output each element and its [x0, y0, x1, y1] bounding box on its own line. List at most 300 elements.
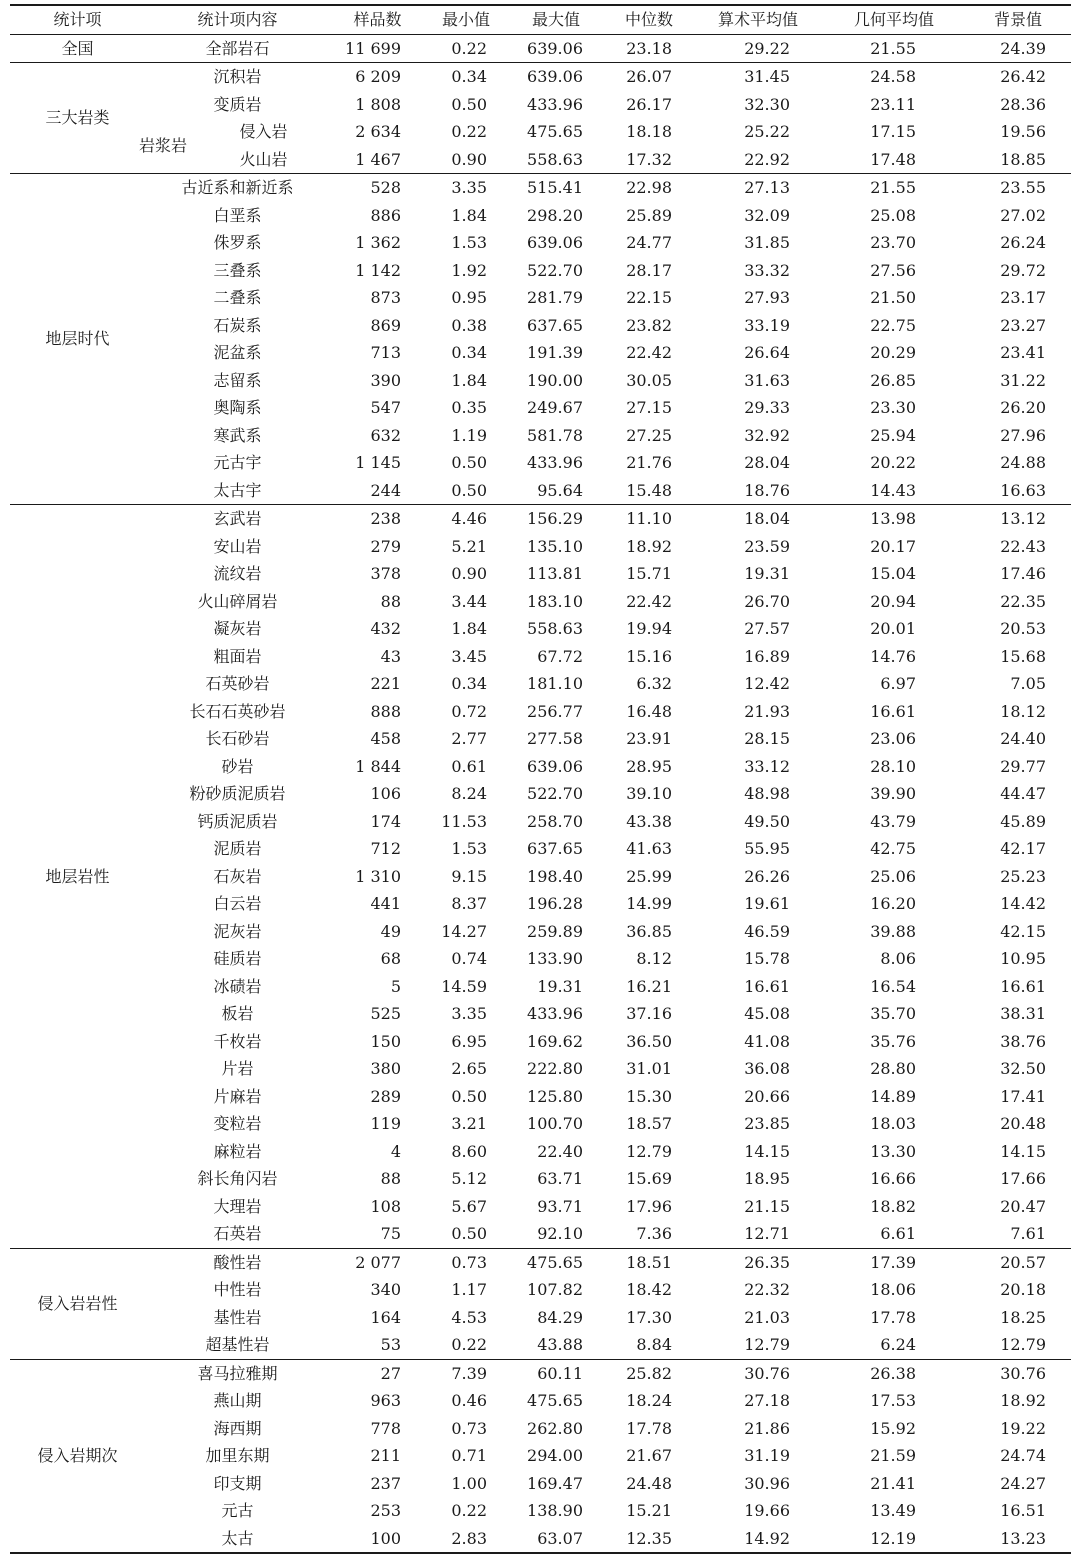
min-cell: 0.34: [451, 674, 487, 693]
background-cell: 23.41: [1000, 343, 1046, 362]
background-cell: 22.35: [1000, 591, 1046, 611]
background-cell: 20.18: [1000, 1280, 1046, 1299]
arithmetic-mean-cell: 23.85: [744, 1114, 790, 1133]
item-cell: 二叠系: [213, 288, 262, 307]
sample-count-cell: 43: [380, 646, 401, 666]
sample-count-cell: 238: [370, 509, 401, 528]
geometric-mean-cell: 17.39: [870, 1252, 916, 1272]
sample-count-cell: 88: [380, 1169, 401, 1188]
sample-count-cell: 441: [370, 894, 401, 913]
background-cell: 30.76: [1000, 1363, 1046, 1383]
median-cell: 23.91: [626, 729, 672, 748]
sample-count-cell: 75: [380, 1224, 401, 1243]
max-cell: 113.81: [527, 564, 583, 583]
min-cell: 0.34: [451, 343, 487, 362]
item-cell: 片岩: [221, 1059, 254, 1078]
geometric-mean-cell: 21.55: [870, 178, 916, 197]
item-cell: 海西期: [213, 1418, 262, 1438]
arithmetic-mean-cell: 21.03: [744, 1307, 790, 1327]
table-row: [10, 1138, 1071, 1166]
median-cell: 22.42: [626, 591, 672, 611]
table-row: [10, 1083, 1071, 1111]
max-cell: 222.80: [527, 1059, 583, 1078]
geometric-mean-cell: 39.90: [870, 784, 916, 803]
item-cell: 全部岩石: [205, 38, 270, 58]
sample-count-cell: 886: [370, 205, 401, 225]
sample-count-cell: 11 699: [345, 38, 401, 58]
item-cell: 白垩系: [213, 205, 262, 225]
item-cell: 麻粒岩: [213, 1141, 262, 1161]
min-cell: 0.22: [451, 1501, 487, 1520]
arithmetic-mean-cell: 12.42: [744, 674, 790, 693]
median-cell: 21.76: [626, 453, 672, 472]
sample-count-cell: 869: [370, 315, 401, 335]
header-category: 统计项: [53, 10, 102, 29]
sample-count-cell: 164: [370, 1307, 401, 1327]
median-cell: 7.36: [636, 1224, 672, 1243]
geometric-mean-cell: 14.43: [870, 480, 916, 500]
arithmetic-mean-cell: 55.95: [744, 839, 790, 858]
table-row: [10, 284, 1071, 312]
background-cell: 12.79: [1000, 1335, 1046, 1354]
arithmetic-mean-cell: 33.12: [744, 756, 790, 776]
arithmetic-mean-cell: 28.15: [744, 729, 790, 748]
sample-count-cell: 49: [380, 921, 401, 941]
geometric-mean-cell: 25.06: [870, 866, 916, 886]
table-row: [10, 670, 1071, 698]
background-cell: 29.77: [1000, 756, 1046, 776]
min-cell: 3.35: [451, 178, 487, 197]
max-cell: 558.63: [527, 149, 583, 169]
geometric-mean-cell: 35.70: [870, 1004, 916, 1023]
arithmetic-mean-cell: 18.76: [744, 480, 790, 500]
item-cell: 沉积岩: [213, 67, 262, 86]
table-row: [10, 422, 1071, 450]
arithmetic-mean-cell: 16.89: [744, 646, 790, 666]
item-cell: 元古: [221, 1501, 254, 1520]
sample-count-cell: 712: [370, 839, 401, 858]
header-background: 背景值: [993, 10, 1042, 29]
min-cell: 8.37: [451, 894, 487, 913]
arithmetic-mean-cell: 14.92: [744, 1528, 790, 1548]
table-row: [10, 367, 1071, 395]
table-row: [10, 698, 1071, 726]
median-cell: 15.21: [626, 1501, 672, 1520]
background-cell: 18.92: [1000, 1391, 1046, 1410]
sample-count-cell: 100: [370, 1528, 401, 1548]
geometric-mean-cell: 6.24: [880, 1335, 916, 1354]
table-row: [10, 505, 1071, 533]
background-cell: 14.42: [1000, 894, 1046, 913]
median-cell: 36.50: [626, 1031, 672, 1051]
geometric-mean-cell: 15.04: [870, 564, 916, 583]
table-group: [10, 34, 1071, 63]
sample-count-cell: 432: [370, 619, 401, 638]
table-row: [10, 1359, 1071, 1387]
max-cell: 522.70: [527, 784, 583, 803]
max-cell: 84.29: [537, 1307, 583, 1327]
sample-count-cell: 1 467: [355, 149, 401, 169]
item-cell: 奥陶系: [213, 398, 262, 417]
min-cell: 14.59: [441, 976, 487, 996]
table-row: [10, 1165, 1071, 1193]
median-cell: 22.15: [626, 288, 672, 307]
max-cell: 475.65: [527, 1252, 583, 1272]
max-cell: 262.80: [527, 1418, 583, 1438]
median-cell: 8.12: [636, 949, 672, 968]
min-cell: 0.22: [451, 38, 487, 58]
table-row: [10, 945, 1071, 973]
background-cell: 16.51: [1000, 1501, 1046, 1520]
max-cell: 138.90: [527, 1501, 583, 1520]
category-cell: 三大岩类: [45, 108, 110, 128]
item-cell: 泥灰岩: [213, 921, 262, 941]
geometric-mean-cell: 28.10: [870, 756, 916, 776]
geometric-mean-cell: 13.49: [870, 1501, 916, 1520]
header-sample-count: 样品数: [353, 10, 402, 29]
arithmetic-mean-cell: 46.59: [744, 921, 790, 941]
min-cell: 0.35: [451, 398, 487, 417]
background-cell: 44.47: [1000, 784, 1046, 803]
item-cell: 火山碎屑岩: [197, 591, 278, 611]
arithmetic-mean-cell: 28.04: [744, 453, 790, 472]
geometric-mean-cell: 43.79: [870, 811, 916, 831]
sample-count-cell: 27: [380, 1363, 401, 1383]
geometric-mean-cell: 13.98: [870, 509, 916, 528]
min-cell: 14.27: [441, 921, 487, 941]
median-cell: 25.99: [626, 866, 672, 886]
item-cell: 泥盆系: [213, 343, 262, 362]
table-row: [10, 643, 1071, 671]
table-row: [10, 1304, 1071, 1332]
median-cell: 23.82: [626, 315, 672, 335]
background-cell: 23.17: [1000, 288, 1046, 307]
min-cell: 1.84: [451, 205, 487, 225]
min-cell: 8.60: [451, 1141, 487, 1161]
geometric-mean-cell: 16.54: [870, 976, 916, 996]
geometric-mean-cell: 39.88: [870, 921, 916, 941]
max-cell: 67.72: [537, 646, 583, 666]
item-cell: 元古宇: [213, 453, 262, 472]
max-cell: 190.00: [527, 370, 583, 390]
min-cell: 3.35: [451, 1004, 487, 1023]
min-cell: 0.72: [451, 701, 487, 721]
item-cell: 板岩: [221, 1004, 254, 1023]
min-cell: 3.44: [451, 591, 487, 611]
item-label: 侵入岩: [239, 122, 288, 141]
geometric-mean-cell: 42.75: [870, 839, 916, 858]
background-cell: 18.12: [1000, 701, 1046, 721]
arithmetic-mean-cell: 31.45: [744, 67, 790, 86]
sample-count-cell: 873: [370, 288, 401, 307]
min-cell: 1.92: [451, 260, 487, 280]
sample-count-cell: 108: [370, 1196, 401, 1216]
sample-count-cell: 528: [370, 178, 401, 197]
geometric-mean-cell: 26.85: [870, 370, 916, 390]
category-cell: 全国: [61, 38, 94, 58]
geometric-mean-cell: 20.17: [870, 536, 916, 556]
arithmetic-mean-cell: 21.93: [744, 701, 790, 721]
max-cell: 63.71: [537, 1169, 583, 1188]
max-cell: 433.96: [527, 94, 583, 114]
geometric-mean-cell: 8.06: [880, 949, 916, 968]
header-max: 最大值: [531, 10, 580, 29]
max-cell: 433.96: [527, 453, 583, 472]
min-cell: 0.61: [451, 756, 487, 776]
median-cell: 25.89: [626, 205, 672, 225]
max-cell: 60.11: [537, 1363, 583, 1383]
background-cell: 16.61: [1000, 976, 1046, 996]
table-row: [10, 725, 1071, 753]
background-cell: 7.61: [1010, 1224, 1046, 1243]
category-cell: 侵入岩岩性: [37, 1293, 118, 1313]
sample-count-cell: 547: [370, 398, 401, 417]
sample-count-cell: 106: [370, 784, 401, 803]
background-cell: 23.55: [1000, 178, 1046, 197]
background-cell: 24.74: [1000, 1446, 1046, 1465]
max-cell: 259.89: [527, 921, 583, 941]
item-cell: 太古: [221, 1528, 254, 1548]
item-cell: 长石砂岩: [205, 729, 270, 748]
table-row: [10, 533, 1071, 561]
max-cell: 198.40: [527, 866, 583, 886]
geometric-mean-cell: 20.22: [870, 453, 916, 472]
arithmetic-mean-cell: 25.22: [744, 122, 790, 141]
geometric-mean-cell: 21.55: [870, 38, 916, 58]
item-cell: 中性岩: [213, 1280, 262, 1299]
median-cell: 18.24: [626, 1391, 672, 1410]
sample-count-cell: 289: [370, 1086, 401, 1106]
geometric-mean-cell: 16.61: [870, 701, 916, 721]
background-cell: 24.27: [1000, 1473, 1046, 1493]
background-cell: 13.12: [1000, 509, 1046, 528]
background-cell: 32.50: [1000, 1059, 1046, 1078]
median-cell: 12.79: [626, 1141, 672, 1161]
geometric-mean-cell: 12.19: [870, 1528, 916, 1548]
item-cell: 玄武岩: [213, 509, 262, 528]
table-row: [10, 174, 1071, 202]
background-cell: 26.20: [1000, 398, 1046, 417]
category-cell: 侵入岩期次: [37, 1446, 118, 1465]
min-cell: 0.46: [451, 1391, 487, 1410]
table-row: [10, 394, 1071, 422]
background-cell: 38.76: [1000, 1031, 1046, 1051]
min-cell: 0.90: [451, 564, 487, 583]
min-cell: 3.21: [451, 1114, 487, 1133]
geometric-mean-cell: 21.50: [870, 288, 916, 307]
min-cell: 0.71: [451, 1446, 487, 1465]
arithmetic-mean-cell: 31.63: [744, 370, 790, 390]
arithmetic-mean-cell: 19.66: [744, 1501, 790, 1520]
median-cell: 18.51: [626, 1252, 672, 1272]
table-row: [10, 449, 1071, 477]
table-row: [10, 312, 1071, 340]
table-row: [10, 1331, 1071, 1359]
item-cell: 超基性岩: [205, 1335, 270, 1354]
max-cell: 169.47: [527, 1473, 583, 1493]
background-cell: 29.72: [1000, 260, 1046, 280]
arithmetic-mean-cell: 22.32: [744, 1280, 790, 1299]
min-cell: 6.95: [451, 1031, 487, 1051]
sample-count-cell: 378: [370, 564, 401, 583]
max-cell: 196.28: [527, 894, 583, 913]
min-cell: 1.84: [451, 619, 487, 638]
max-cell: 298.20: [527, 205, 583, 225]
max-cell: 433.96: [527, 1004, 583, 1023]
sample-count-cell: 2 634: [355, 122, 401, 141]
max-cell: 475.65: [527, 1391, 583, 1410]
table-group: [10, 63, 1071, 174]
background-cell: 23.27: [1000, 315, 1046, 335]
sample-count-cell: 237: [370, 1473, 401, 1493]
table-row: [10, 1055, 1071, 1083]
table-row: [10, 1497, 1071, 1525]
background-cell: 26.24: [1000, 233, 1046, 252]
sample-count-cell: 279: [370, 536, 401, 556]
table-row: [10, 339, 1071, 367]
median-cell: 6.32: [636, 674, 672, 693]
sample-count-cell: 778: [370, 1418, 401, 1438]
median-cell: 18.42: [626, 1280, 672, 1299]
sample-count-cell: 888: [370, 701, 401, 721]
median-cell: 15.69: [626, 1169, 672, 1188]
background-cell: 17.46: [1000, 564, 1046, 583]
arithmetic-mean-cell: 18.95: [744, 1169, 790, 1188]
item-cell: 长石石英砂岩: [189, 701, 286, 721]
arithmetic-mean-cell: 12.71: [744, 1224, 790, 1243]
min-cell: 0.50: [451, 480, 487, 500]
max-cell: 475.65: [527, 122, 583, 141]
min-cell: 0.95: [451, 288, 487, 307]
arithmetic-mean-cell: 14.15: [744, 1141, 790, 1161]
item-label: 火山岩: [239, 149, 288, 169]
table-row: [10, 1220, 1071, 1248]
table-row: [10, 615, 1071, 643]
geometric-mean-cell: 27.56: [870, 260, 916, 280]
median-cell: 17.78: [626, 1418, 672, 1438]
item-cell: 石炭系: [213, 315, 262, 335]
item-cell: 硅质岩: [213, 949, 262, 968]
arithmetic-mean-cell: 27.13: [744, 178, 790, 197]
arithmetic-mean-cell: 20.66: [744, 1086, 790, 1106]
median-cell: 24.77: [626, 233, 672, 252]
table-row: [10, 808, 1071, 836]
item-cell: 大理岩: [213, 1196, 262, 1216]
sample-count-cell: 174: [370, 811, 401, 831]
max-cell: 135.10: [527, 536, 583, 556]
arithmetic-mean-cell: 26.35: [744, 1252, 790, 1272]
arithmetic-mean-cell: 32.09: [744, 205, 790, 225]
min-cell: 7.39: [451, 1363, 487, 1383]
arithmetic-mean-cell: 19.61: [744, 894, 790, 913]
min-cell: 0.73: [451, 1418, 487, 1438]
arithmetic-mean-cell: 30.96: [744, 1473, 790, 1493]
max-cell: 249.67: [527, 398, 583, 417]
sample-count-cell: 53: [380, 1335, 401, 1354]
table-row: [10, 477, 1071, 505]
median-cell: 15.30: [626, 1086, 672, 1106]
median-cell: 27.15: [626, 398, 672, 417]
sample-count-cell: 1 808: [355, 94, 401, 114]
table-row: [10, 973, 1071, 1001]
median-cell: 19.94: [626, 619, 672, 638]
table-row: [10, 753, 1071, 781]
arithmetic-mean-cell: 33.19: [744, 315, 790, 335]
item-cell: 古近系和新近系: [181, 178, 294, 197]
item-cell: 印支期: [213, 1473, 262, 1493]
sample-count-cell: 963: [370, 1391, 401, 1410]
arithmetic-mean-cell: 30.76: [744, 1363, 790, 1383]
median-cell: 30.05: [626, 370, 672, 390]
background-cell: 16.63: [1000, 480, 1046, 500]
table-row: [10, 1415, 1071, 1443]
max-cell: 125.80: [527, 1086, 583, 1106]
table-row: [10, 1248, 1071, 1276]
background-cell: 15.68: [1000, 646, 1046, 666]
background-cell: 31.22: [1000, 370, 1046, 390]
table-row: [10, 1276, 1071, 1304]
item-cell: 侏罗系: [213, 233, 262, 252]
sample-count-cell: 88: [380, 591, 401, 611]
header-item: 统计项内容: [197, 10, 278, 29]
median-cell: 15.16: [626, 646, 672, 666]
arithmetic-mean-cell: 29.33: [744, 398, 790, 417]
max-cell: 93.71: [537, 1196, 583, 1216]
geometric-mean-cell: 20.01: [870, 619, 916, 638]
max-cell: 256.77: [527, 701, 583, 721]
geometric-mean-cell: 23.30: [870, 398, 916, 417]
geometric-mean-cell: 17.15: [870, 122, 916, 141]
arithmetic-mean-cell: 26.26: [744, 866, 790, 886]
statistics-table: [10, 4, 1071, 1554]
header-min: 最小值: [441, 10, 490, 29]
max-cell: 169.62: [527, 1031, 583, 1051]
table-row: [10, 918, 1071, 946]
geometric-mean-cell: 23.11: [870, 94, 916, 114]
background-cell: 42.17: [1000, 839, 1046, 858]
arithmetic-mean-cell: 19.31: [744, 564, 790, 583]
median-cell: 22.42: [626, 343, 672, 362]
min-cell: 11.53: [441, 811, 487, 831]
item-cell: [139, 118, 330, 155]
arithmetic-mean-cell: 49.50: [744, 811, 790, 831]
geometric-mean-cell: 14.89: [870, 1086, 916, 1106]
item-cell: 燕山期: [213, 1391, 262, 1410]
arithmetic-mean-cell: 31.19: [744, 1446, 790, 1465]
arithmetic-mean-cell: 16.61: [744, 976, 790, 996]
background-cell: 24.88: [1000, 453, 1046, 472]
geometric-mean-cell: 25.08: [870, 205, 916, 225]
min-cell: 1.19: [451, 425, 487, 445]
table-row: [10, 1110, 1071, 1138]
max-cell: 92.10: [537, 1224, 583, 1243]
sample-count-cell: 68: [380, 949, 401, 968]
min-cell: 2.65: [451, 1059, 487, 1078]
table-container: [10, 4, 1071, 1554]
sample-count-cell: 458: [370, 729, 401, 748]
max-cell: 19.31: [537, 976, 583, 996]
arithmetic-mean-cell: 32.30: [744, 94, 790, 114]
sample-count-cell: 525: [370, 1004, 401, 1023]
geometric-mean-cell: 16.20: [870, 894, 916, 913]
min-cell: 0.50: [451, 1086, 487, 1106]
table-row: [10, 780, 1071, 808]
median-cell: 14.99: [626, 894, 672, 913]
geometric-mean-cell: 23.06: [870, 729, 916, 748]
min-cell: 2.77: [451, 729, 487, 748]
table-row: [10, 34, 1071, 63]
geometric-mean-cell: 16.66: [870, 1169, 916, 1188]
